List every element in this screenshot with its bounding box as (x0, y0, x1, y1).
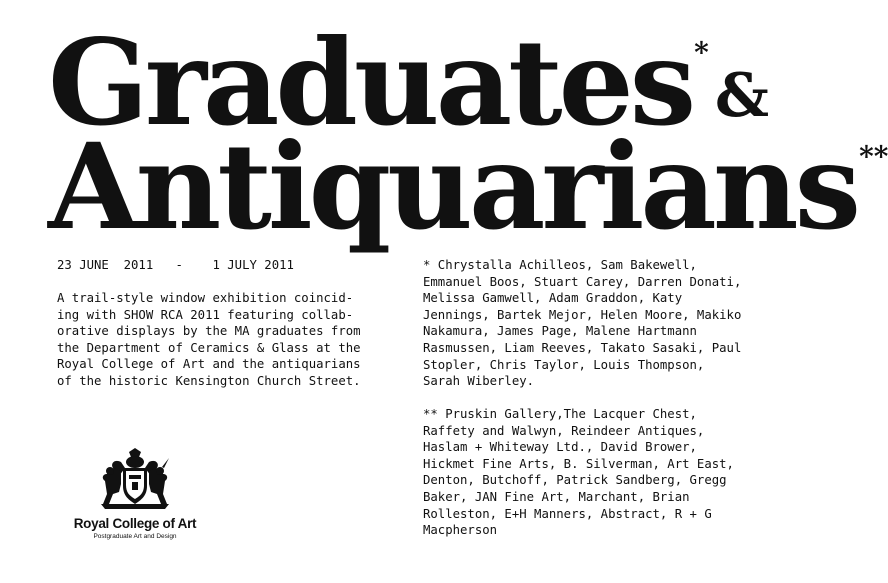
title-word-antiquarians: Antiquarians (48, 117, 858, 256)
logo-name: Royal College of Art (73, 516, 197, 531)
rca-logo (60, 448, 210, 540)
exhibition-description: A trail-style window exhibition coincid- ing with SHOW RCA 2011 featuring collab- orative displays by the MA graduates from the Department of Ceramics & Glass at the Royal College of Art and the antiquarians of the historic Kensington Church Street. (57, 291, 361, 388)
exhibition-dates: 23 JUNE 2011 - 1 JULY 2011 (57, 258, 294, 272)
title-line-antiquarians (48, 117, 888, 256)
logo-tagline: Postgraduate Art and Design (93, 533, 177, 540)
coat-of-arms-icon (85, 448, 185, 512)
double-asterisk-mark: ** (859, 140, 888, 173)
graduates-list: * Chrystalla Achilleos, Sam Bakewell, Emmanuel Boos, Stuart Carey, Darren Donati, Melissa Gamwell, Adam Graddon, Katy Jennings, Bartek Mejor, Helen Moore, Makiko Nakamura, James Page, Malene Hartmann Rasmussen, Liam Reeves, Takato Sasaki, Paul Stopler, Chris Taylor, Louis Thompson, Sarah Wiberley. (423, 258, 742, 389)
single-asterisk-mark: * (694, 36, 709, 69)
ampersand: & (714, 61, 769, 131)
antiquarians-list: ** Pruskin Gallery,The Lacquer Chest, Raffety and Walwyn, Reindeer Antiques, Haslam + Whiteway Ltd., David Brower, Hickmet Fine Arts, B. Silverman, Art East, Denton, Butchoff, Patrick Sandberg, Gregg Baker, JAN Fine Art, Marchant, Brian Rolleston, E+H Manners, Abstract, R + G Macpherson (423, 407, 734, 538)
title-word-graduates: Graduates (48, 13, 693, 152)
